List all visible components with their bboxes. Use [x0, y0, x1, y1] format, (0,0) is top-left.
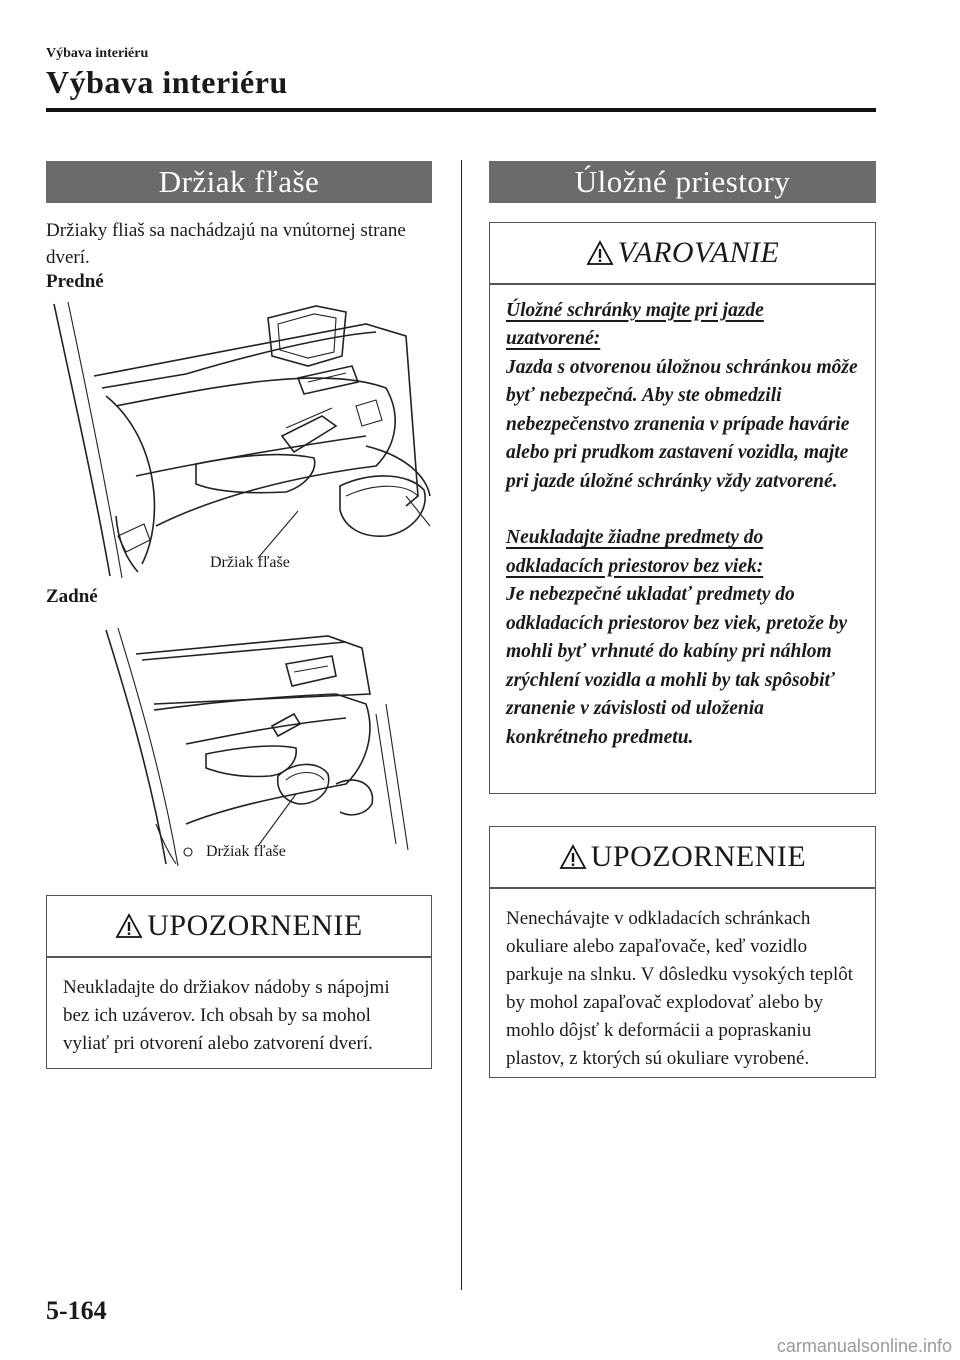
- bottle-holder-intro: Držiaky fliaš sa nachádzajú na vnútornej strane dverí.: [46, 220, 406, 268]
- section-title-storage: Úložné priestory: [489, 161, 876, 203]
- page-title: Výbava interiéru: [46, 64, 288, 100]
- warning-body: [490, 285, 875, 753]
- warning-text-closed-compartments: Jazda s otvorenou úložnou schránkou môže byť nebezpečná. Aby ste obmedzili nebezpečenstvo zranenia v prípade havárie alebo pri prudkom zastavení vozidla, majte pri jazde úložné schránky vždy zatvorené.: [506, 356, 858, 492]
- caution-title: UPOZORNENIE: [590, 840, 807, 873]
- warning-triangle-icon: [559, 844, 587, 870]
- watermark: carmanualsonline.info: [776, 1336, 952, 1356]
- breadcrumb: Výbava interiéru: [46, 46, 149, 61]
- column-divider: [461, 160, 462, 1290]
- caution-title-row: [47, 896, 431, 956]
- warning-title: VAROVANIE: [617, 236, 780, 269]
- caution-title: UPOZORNENIE: [147, 909, 363, 942]
- rear-door-illustration: [46, 614, 432, 876]
- caution-box-storage: [489, 826, 876, 1078]
- caution-text: Nenechávajte v odkladacích schránkach okuliare alebo zapaľovače, keď vozidlo parkuje na slnku. V dôsledku vysokých teplôt by mohol zapaľovač explodovať alebo by mohlo dôjsť k deformácii a popraskaniu plastov, z ktorých sú okuliare vyrobené.: [506, 907, 854, 1069]
- warning-title-row: [490, 223, 875, 283]
- warning-heading-open-compartments: Neukladajte žiadne predmety do odkladacích priestorov bez viek:: [506, 527, 764, 577]
- header-rule: [46, 108, 876, 112]
- page-number: 5-164: [46, 1296, 107, 1325]
- front-label: Predné: [46, 271, 104, 292]
- front-bottle-holder-caption: Držiak fľaše: [210, 554, 290, 571]
- warning-triangle-icon: [115, 913, 143, 939]
- caution-box-bottle-holder: [46, 895, 432, 1069]
- section-title-bottle-holder: Držiak fľaše: [46, 161, 432, 203]
- caution-title-row: [490, 827, 875, 887]
- warning-text-open-compartments: Je nebezpečné ukladať predmety do odkladacích priestorov bez viek, pretože by mohli byť vrhnuté do kabíny pri náhlom zrýchlení vozidla a mohli by tak spôsobiť zranenie v závislosti od uloženia konkrétneho predmetu.: [506, 584, 848, 748]
- warning-triangle-icon: [586, 240, 614, 266]
- warning-box-storage: [489, 222, 876, 794]
- rear-label: Zadné: [46, 586, 98, 607]
- front-door-illustration: [46, 296, 432, 586]
- caution-text: Neukladajte do držiakov nádoby s nápojmi bez ich uzáverov. Ich obsah by sa mohol vyliať pri otvorení alebo zatvorení dverí.: [63, 976, 390, 1054]
- warning-heading-closed-compartments: Úložné schránky majte pri jazde uzatvorené:: [506, 299, 764, 349]
- rear-bottle-holder-caption: Držiak fľaše: [206, 843, 286, 860]
